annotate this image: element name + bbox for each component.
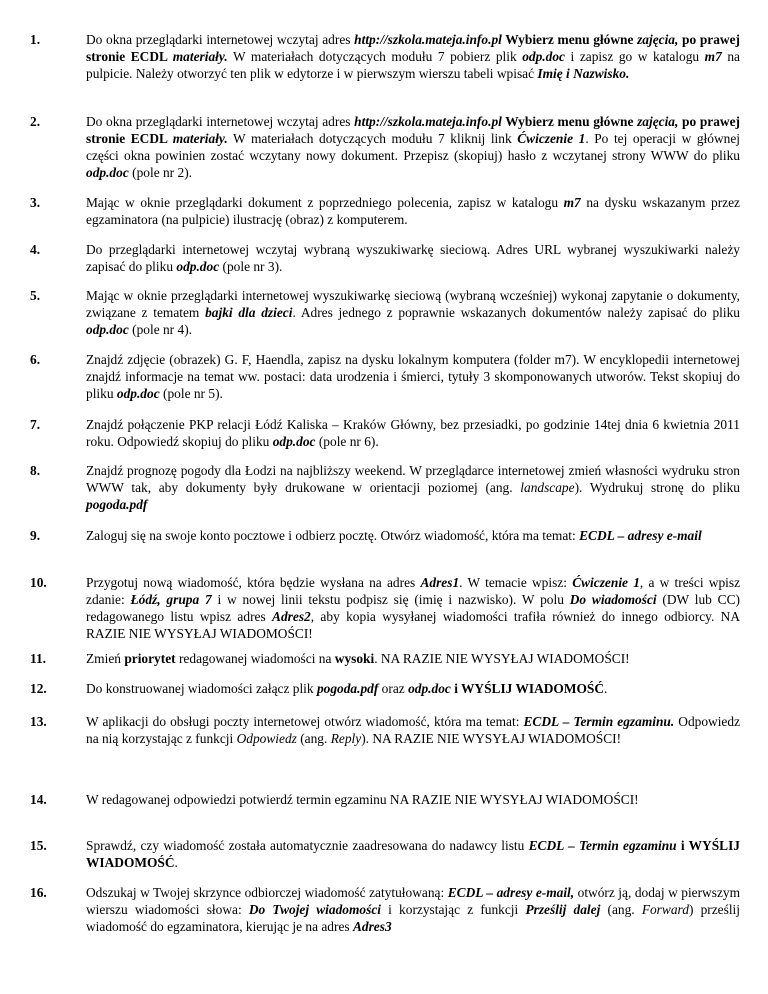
task-number: 7. [30,417,41,432]
body-text: W aplikacji do obsługi poczty internetowej otwórz wiadomość, która ma temat: [86,714,524,729]
task-number: 2. [30,114,41,129]
body-text: Sprawdź, czy wiadomość została automatycznie zaadresowana do nadawcy listu [86,838,529,853]
body-text: (pole nr 6). [315,434,379,449]
body-text: W materiałach dotyczących modułu 7 kliknij link [227,131,518,146]
task-text [86,837,740,871]
task-item-14 [30,791,740,808]
body-text: Znajdź prognozę pogody dla Łodzi na najbliższy weekend. W przeglądarce internetowej zmień własności wydruku stron WWW tak, aby dokumenty były drukowane w orientacji poziomej (ang. [86,463,740,495]
emphasis-text: odp.doc [522,49,565,64]
emphasis-text: odp.doc [272,434,316,449]
body-text: Znajdź połączenie PKP relacji Łódź Kaliska – Kraków Główny, bez przesiadki, po godzinie 14tej dnia 6 kwietnia 2011 roku. Odpowiedź skopiuj do pliku [86,417,740,449]
emphasis-text: bajki dla dzieci [205,305,293,320]
task-text [86,527,740,544]
body-text: W redagowanej odpowiedzi potwierdź termin egzaminu NA RAZIE NIE WYSYŁAJ WIADOMOŚCI! [86,792,639,807]
emphasis-text: Imię i Nazwisko. [537,66,630,81]
body-text: oraz [378,681,409,696]
task-item-8 [30,462,740,513]
emphasis-text: odp.doc [176,259,220,274]
task-text [86,650,740,667]
task-item-6 [30,351,740,402]
body-text: Odpowiedz na nią korzystając z funkcji [86,714,741,746]
task-number: 15. [30,838,47,853]
emphasis-text: http://szkola.mateja.info.pl [354,32,502,47]
emphasis-text: Forward [641,902,689,917]
task-item-13 [30,713,740,747]
emphasis-text: i WYŚLIJ WIADOMOŚĆ [450,681,604,696]
body-text: . Po tej operacji w głównej części okna powinien zostać wczytany nowy dokument. Przepisz (skopiuj) hasło z wczytanej strony WWW do pliku [86,131,740,163]
task-number: 13. [30,714,47,729]
emphasis-text: ECDL – Termin egzaminu [528,838,677,853]
emphasis-text: Wybierz menu główne [501,32,638,47]
body-text: ) prześlij wiadomość do egzaminatora, kierując je na adres [86,902,740,934]
body-text: Do okna przeglądarki internetowej wczytaj adres [86,114,355,129]
task-number: 5. [30,288,41,303]
emphasis-text: po prawej stronie ECDL [86,114,740,146]
body-text: . W temacie wpisz: [459,575,573,590]
task-text [86,31,740,82]
emphasis-text: odp.doc [86,165,129,180]
task-number: 9. [30,528,41,543]
emphasis-text: wysoki [334,651,375,666]
emphasis-text: zajęcia, [637,114,679,129]
task-text [86,791,740,808]
body-text: i zapisz go w katalogu [565,49,705,64]
emphasis-text: Do Twojej wiadomości [248,902,381,917]
body-text: Zaloguj się na swoje konto pocztowe i odbierz pocztę. Otwórz wiadomość, która ma temat: [86,528,580,543]
body-text: , a w treści wpisz zdanie: [86,575,741,607]
body-text: (pole nr 4). [128,322,192,337]
body-text: Odszukaj w Twojej skrzynce odbiorczej wiadomość zatytułowaną: [86,885,448,900]
body-text: . Adres jednego z poprawnie wskazanych dokumentów należy zapisać do pliku [292,305,740,320]
body-text: Mając w oknie przeglądarki dokument z poprzedniego polecenia, zapisz w katalogu [86,195,564,210]
task-item-10 [30,574,740,642]
body-text: i korzystając z funkcji [380,902,526,917]
task-number: 14. [30,792,47,807]
task-number: 3. [30,195,41,210]
body-text: W materiałach dotyczących modułu 7 pobierz plik [227,49,523,64]
emphasis-text: ECDL – Termin egzaminu. [523,714,675,729]
emphasis-text: Adres3 [352,919,392,934]
body-text: Do okna przeglądarki internetowej wczytaj adres [86,32,355,47]
emphasis-text: i WYŚLIJ WIADOMOŚĆ [86,838,740,870]
task-number: 1. [30,32,41,47]
emphasis-text: Reply [330,731,362,746]
body-text: (pole nr 3). [219,259,283,274]
body-text: redagowanej wiadomości na [175,651,335,666]
task-text [86,713,740,747]
emphasis-text: Do wiadomości [569,592,657,607]
body-text: (pole nr 2). [128,165,192,180]
task-item-11 [30,650,740,667]
body-text: ). Wydrukuj stronę do pliku [574,480,740,495]
task-item-3 [30,194,740,228]
task-text [86,416,740,450]
emphasis-text: Ćwiczenie 1 [572,575,640,590]
task-item-4 [30,241,740,275]
body-text: i w nowej linii tekstu podpisz się (imię i nazwisko). W polu [211,592,570,607]
emphasis-text: Łódź, grupa 7 [130,592,212,607]
task-number: 6. [30,352,41,367]
body-text: Do przeglądarki internetowej wczytaj wybraną wyszukiwarkę sieciową. Adres URL wybranej wyszukiwarki należy zapisać do pliku [86,242,740,274]
body-text: Przygotuj nową wiadomość, która będzie wysłana na adres [86,575,421,590]
body-text: (pole nr 5). [159,386,223,401]
task-item-16 [30,884,740,935]
task-item-9 [30,527,740,544]
task-text [86,680,740,697]
task-text [86,113,740,181]
task-text [86,287,740,338]
body-text: Mając w oknie przeglądarki internetowej wyszukiwarkę sieciową (wybraną wcześniej) wykonaj zapytanie o dokumenty, związane z tematem [86,288,740,320]
emphasis-text: odp.doc [86,322,129,337]
body-text: . [604,681,608,696]
task-item-2 [30,113,740,181]
task-text [86,351,740,402]
task-item-15 [30,837,740,871]
emphasis-text: pogoda.pdf [86,497,148,512]
emphasis-text: materiały. [172,49,228,64]
body-text: (DW lub CC) redagowanego listu wpisz adres [86,592,741,624]
task-number: 10. [30,575,47,590]
emphasis-text: landscape [520,480,575,495]
body-text: . [174,855,178,870]
task-text [86,462,740,513]
emphasis-text: odp.doc [116,386,160,401]
task-item-5 [30,287,740,338]
task-text [86,194,740,228]
emphasis-text: ECDL – adresy e-mail [579,528,702,543]
body-text: Do konstruowanej wiadomości załącz plik [86,681,317,696]
emphasis-text: ECDL – adresy e-mail, [447,885,575,900]
emphasis-text: pogoda.pdf [316,681,379,696]
body-text: na dysku wskazanym przez egzaminatora (na pulpicie) ilustrację (obraz) z komputerem. [86,195,740,227]
body-text: , aby kopia wysyłanej wiadomości trafiła również do innego odbiorcy. NA RAZIE NIE WYSYŁAJ WIADOMOŚCI! [86,609,740,641]
task-item-1 [30,31,740,82]
emphasis-text: Adres2 [272,609,311,624]
body-text: otwórz ją, dodaj w pierwszym wierszu wiadomości słowa: [86,885,740,917]
task-number: 16. [30,885,47,900]
body-text: ). NA RAZIE NIE WYSYŁAJ WIADOMOŚCI! [361,731,622,746]
task-text [86,884,740,935]
task-text [86,574,740,642]
emphasis-text: m7 [563,195,581,210]
body-text: Znajdź zdjęcie (obrazek) G. F, Haendla, zapisz na dysku lokalnym komputera (folder m7). W encyklopedii internetowej znajdź informacje na temat ww. postaci: data urodzenia i śmierci, tytuły 3 skomponowanych utworów. Tekst skopiuj do pliku [86,352,740,401]
task-item-12 [30,680,740,697]
emphasis-text: Wybierz menu główne [501,114,638,129]
body-text: na pulpicie. Należy otworzyć ten plik w edytorze i w pierwszym wierszu tabeli wpisać [86,49,740,81]
emphasis-text: po prawej stronie ECDL [86,32,740,64]
emphasis-text: Ćwiczenie 1 [517,131,586,146]
body-text: . NA RAZIE NIE WYSYŁAJ WIADOMOŚCI! [374,651,630,666]
emphasis-text: http://szkola.mateja.info.pl [354,114,502,129]
emphasis-text: m7 [704,49,722,64]
task-number: 11. [30,651,46,666]
emphasis-text: odp.doc [408,681,451,696]
task-item-7 [30,416,740,450]
body-text: (ang. [600,902,642,917]
task-number: 12. [30,681,47,696]
emphasis-text: Prześlij dalej [525,902,601,917]
task-number: 8. [30,463,41,478]
task-number: 4. [30,242,41,257]
body-text: (ang. [296,731,331,746]
emphasis-text: Odpowiedz [236,731,297,746]
emphasis-text: priorytet [124,651,176,666]
emphasis-text: Adres1 [420,575,460,590]
body-text: Zmień [86,651,125,666]
emphasis-text: zajęcia, [637,32,679,47]
emphasis-text: materiały. [172,131,228,146]
task-text [86,241,740,275]
